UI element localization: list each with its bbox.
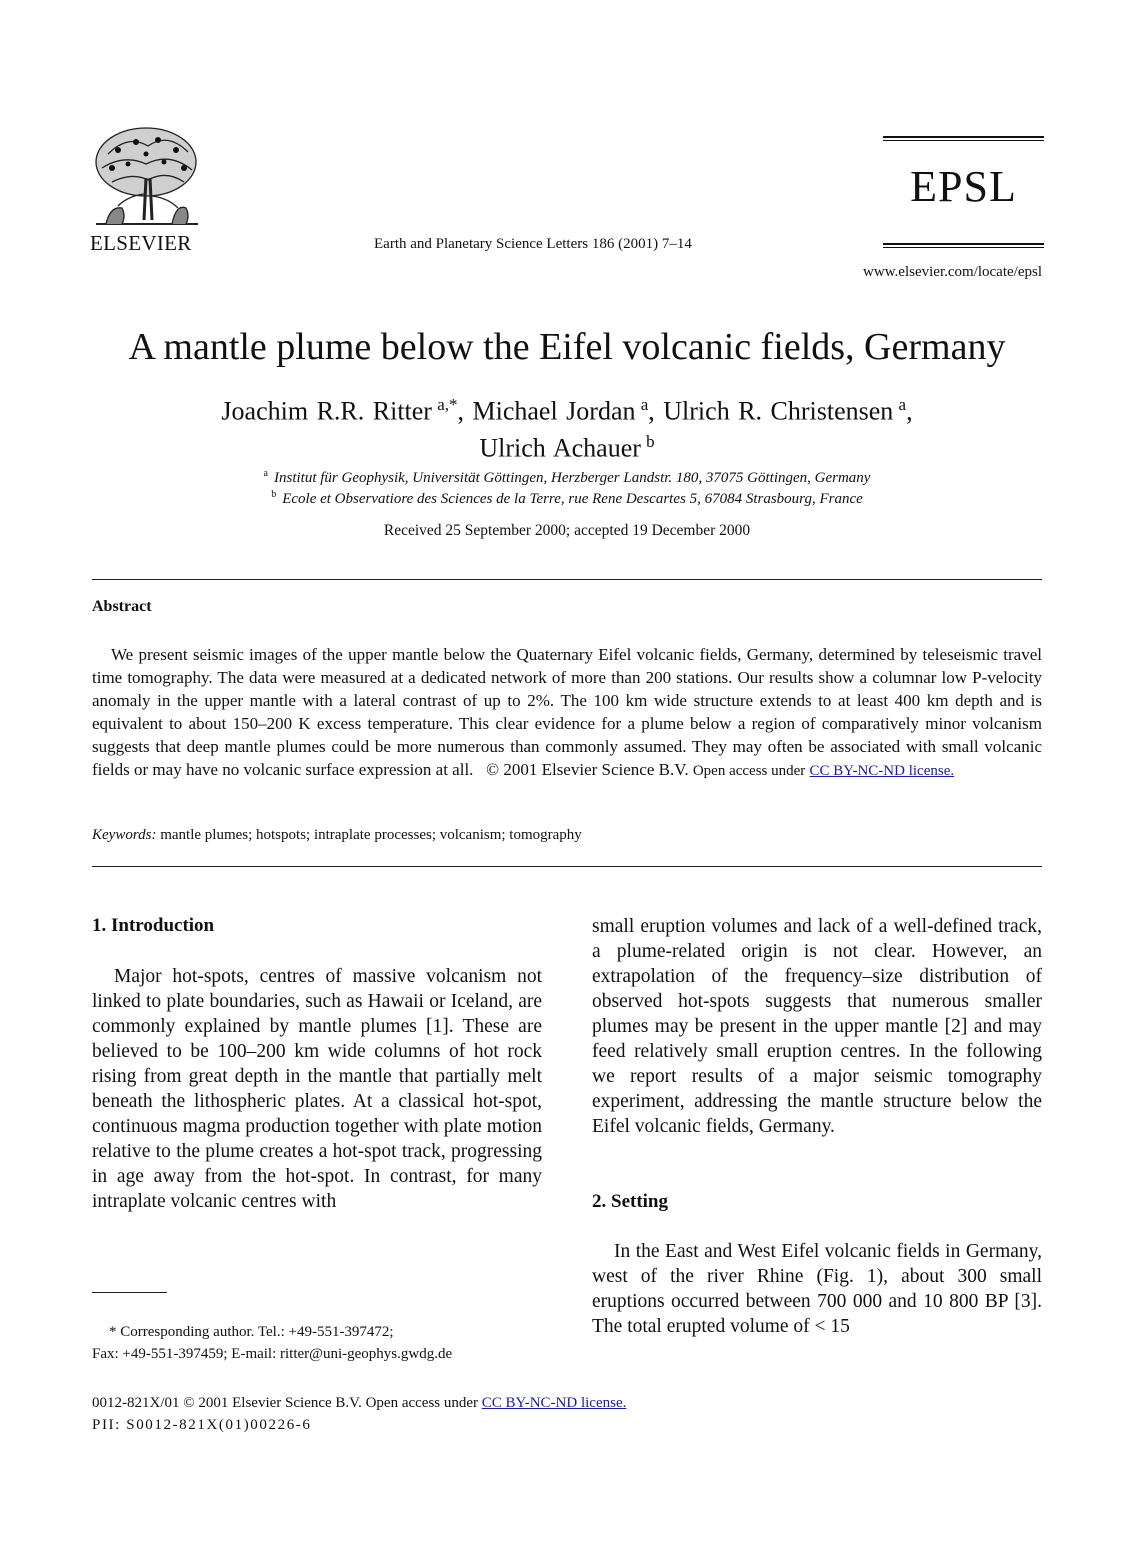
intro-paragraph-continued: small eruption volumes and lack of a well-defined track, a plume-related origin is not clear. However, an extrapolation of the frequency–size distribution of observed hot-spots suggests that numerous smaller plumes may be present in the upper mantle [2] and may feed relatively small eruption centres. In the following we report results of a major seismic tomography experiment, addressing the mantle structure below the Eifel volcanic fields, Germany. bbox=[592, 916, 1042, 1137]
journal-abbrev: EPSL bbox=[910, 162, 1017, 211]
bottom-license-link[interactable]: CC BY-NC-ND license. bbox=[481, 1395, 627, 1411]
journal-url[interactable]: www.elsevier.com/locate/epsl bbox=[863, 264, 1042, 280]
article-title: A mantle plume below the Eifel volcanic fields, Germany bbox=[128, 326, 1006, 368]
divider bbox=[92, 866, 1042, 867]
author-line-2 bbox=[0, 427, 1134, 464]
keywords-text: mantle plumes; hotspots; intraplate processes; volcanism; tomography bbox=[160, 827, 582, 843]
setting-paragraph: In the East and West Eifel volcanic fields in Germany, west of the river Rhine (Fig. 1), about 300 small eruptions occurred between 700 000 and 10 800 BP [3]. The total erupted volume of < 15 bbox=[592, 1241, 1042, 1337]
affiliation bbox=[0, 489, 1134, 508]
author-sup: a bbox=[898, 395, 907, 414]
author-name: Michael Jordan bbox=[472, 396, 636, 426]
issn-text: 0012-821X/01 © 2001 Elsevier Science B.V. Open access under bbox=[92, 1395, 479, 1411]
author-line-1: Joachim R.R. Ritter $^{a,*}$, Michael Jordan $^a$, Ulrich R. Christensen $^a$, bbox=[221, 395, 913, 426]
footnote-rule bbox=[92, 1292, 167, 1293]
footnote-line: Fax: +49-551-397459; E-mail: ritter@uni-geophys.gwdg.de bbox=[92, 1346, 453, 1362]
divider bbox=[92, 579, 1042, 580]
author-list bbox=[0, 390, 1134, 463]
author-name: Joachim R.R. Ritter bbox=[221, 396, 432, 426]
bottom-info bbox=[92, 1392, 626, 1436]
body-column-right bbox=[592, 914, 1042, 1339]
tree-logo-icon bbox=[88, 124, 206, 234]
journal-citation: Earth and Planetary Science Letters 186 (2001) 7–14 bbox=[374, 236, 692, 252]
body-column-left bbox=[92, 964, 542, 1239]
intro-paragraph: Major hot-spots, centres of massive volcanism not linked to plate boundaries, such as Hawaii or Iceland, are commonly explained by mantle plumes [1]. These are believed to be 100–200 km wide columns of hot rock rising from great depth in the mantle that partially melt beneath the lithospheric plates. At a classical hot-spot, continuous magma production together with plate motion relative to the plume creates a hot-spot track, progressing in age away from the hot-spot. In contrast, for many intraplate volcanic centres with bbox=[92, 966, 542, 1212]
epsl-rule-bottom bbox=[883, 243, 1044, 248]
affiliation-text: Institut für Geophysik, Universität Göttingen, Herzberger Landstr. 180, 37075 Göttingen, Germany bbox=[273, 470, 871, 486]
issn-line bbox=[92, 1392, 626, 1414]
open-access-label: Open access under bbox=[692, 763, 806, 779]
section-heading-introduction: 1. Introduction bbox=[92, 915, 215, 936]
epsl-rule-top bbox=[883, 136, 1044, 141]
abstract-heading: Abstract bbox=[92, 598, 152, 615]
affiliation-mark: b bbox=[271, 489, 277, 500]
author-sup: a,* bbox=[437, 395, 458, 414]
author-sup: b bbox=[646, 431, 655, 451]
abstract-body bbox=[92, 643, 1042, 783]
affiliation-mark: a bbox=[263, 468, 268, 479]
author-name: Ulrich Achauer bbox=[479, 433, 641, 463]
section-heading-setting: 2. Setting bbox=[592, 1191, 668, 1212]
affiliation bbox=[0, 468, 1134, 487]
footnote-line: * Corresponding author. Tel.: +49-551-397472; bbox=[109, 1324, 394, 1340]
publisher-name: ELSEVIER bbox=[90, 231, 192, 255]
received-dates: Received 25 September 2000; accepted 19 December 2000 bbox=[383, 522, 751, 539]
author-name: Ulrich R. Christensen bbox=[663, 396, 894, 426]
abstract-copyright: © 2001 Elsevier Science B.V. bbox=[486, 760, 689, 779]
abstract-text: We present seismic images of the upper mantle below the Quaternary Eifel volcanic fields, Germany, determined by teleseismic travel time tomography. The data were measured at a dedicated network of more than 200 stations. Our results show a columnar low P-velocity anomaly in the upper mantle with a lateral contrast of up to 2%. The 100 km wide structure extends to at least 400 km depth and is equivalent to about 150–200 K excess temperature. This clear evidence for a plume below a region of comparatively minor volcanism suggests that deep mantle plumes could be more numerous than commonly assumed. They may often be associated with small volcanic fields or may have no volcanic surface expression at all. bbox=[92, 645, 1042, 779]
license-link[interactable]: CC BY-NC-ND license. bbox=[809, 763, 955, 779]
keywords-label: Keywords: bbox=[92, 827, 157, 843]
author-sup: a bbox=[640, 395, 649, 414]
pii: PII: S0012-821X(01)00226-6 bbox=[92, 1417, 312, 1433]
affiliation-text: Ecole et Observatiore des Sciences de la Terre, rue Rene Descartes 5, 67084 Strasbourg, France bbox=[282, 491, 863, 507]
keywords bbox=[92, 827, 1042, 844]
footnote bbox=[92, 1321, 542, 1365]
